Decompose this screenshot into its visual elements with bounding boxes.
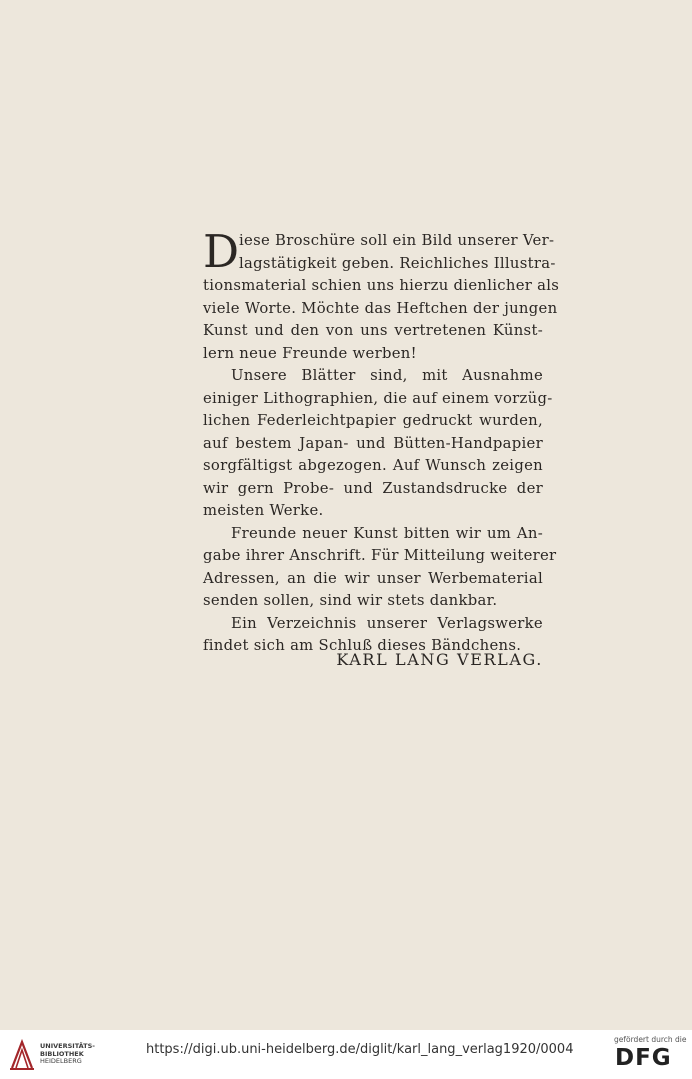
funding-note: gefördert durch die	[614, 1035, 687, 1044]
drop-cap: D	[203, 225, 240, 278]
text-line: lern neue Freunde werben!	[203, 344, 417, 362]
text-line: wir gern Probe- und Zustandsdrucke der	[203, 479, 543, 497]
viewer-footer	[0, 1030, 692, 1079]
text-line: Adressen, an die wir unser Werbematerial	[203, 569, 543, 587]
text-line: einiger Lithographien, die auf einem vorzüg-	[203, 389, 553, 407]
body-text	[203, 225, 560, 658]
text-line: gabe ihrer Anschrift. Für Mitteilung weiterer	[203, 547, 557, 564]
text-line: Freunde neuer Kunst bitten wir um An-	[231, 524, 543, 542]
text-line: Kunst und den von uns vertretenen Künst-	[203, 322, 543, 339]
paragraph-3	[203, 523, 557, 613]
library-logo-icon	[8, 1038, 36, 1072]
paragraph-1	[203, 225, 560, 365]
text-line: senden sollen, sind wir stets dankbar.	[203, 592, 498, 609]
text-line: auf bestem Japan- und Bütten-Handpapier	[203, 434, 543, 452]
text-line: lagstätigkeit geben. Reichliches Illustra-	[239, 254, 556, 272]
dfg-logo: DFG	[615, 1045, 672, 1071]
text-line: iese Broschüre soll ein Bild unserer Ver-	[239, 232, 555, 249]
text-line: findet sich am Schluß dieses Bändchens.	[203, 637, 522, 654]
text-line: tionsmaterial schien uns hierzu dienlicher als	[203, 277, 560, 294]
text-line: viele Worte. Möchte das Heftchen der jungen	[203, 299, 558, 317]
text-line: Unsere Blätter sind, mit Ausnahme	[231, 367, 543, 384]
text-line: Ein Verzeichnis unserer Verlagswerke	[231, 614, 543, 632]
text-line: lichen Federleichtpapier gedruckt wurden,	[203, 412, 543, 429]
library-name: UNIVERSITÄTS- BIBLIOTHEK HEIDELBERG	[40, 1042, 95, 1065]
publisher-signature: KARL LANG VERLAG.	[336, 650, 543, 669]
text-line: sorgfältigst abgezogen. Auf Wunsch zeigen	[203, 457, 543, 474]
permalink-url[interactable]: https://digi.ub.uni-heidelberg.de/diglit/karl_lang_verlag1920/0004	[146, 1042, 574, 1057]
text-line: meisten Werke.	[203, 502, 324, 519]
paragraph-2	[203, 365, 553, 523]
